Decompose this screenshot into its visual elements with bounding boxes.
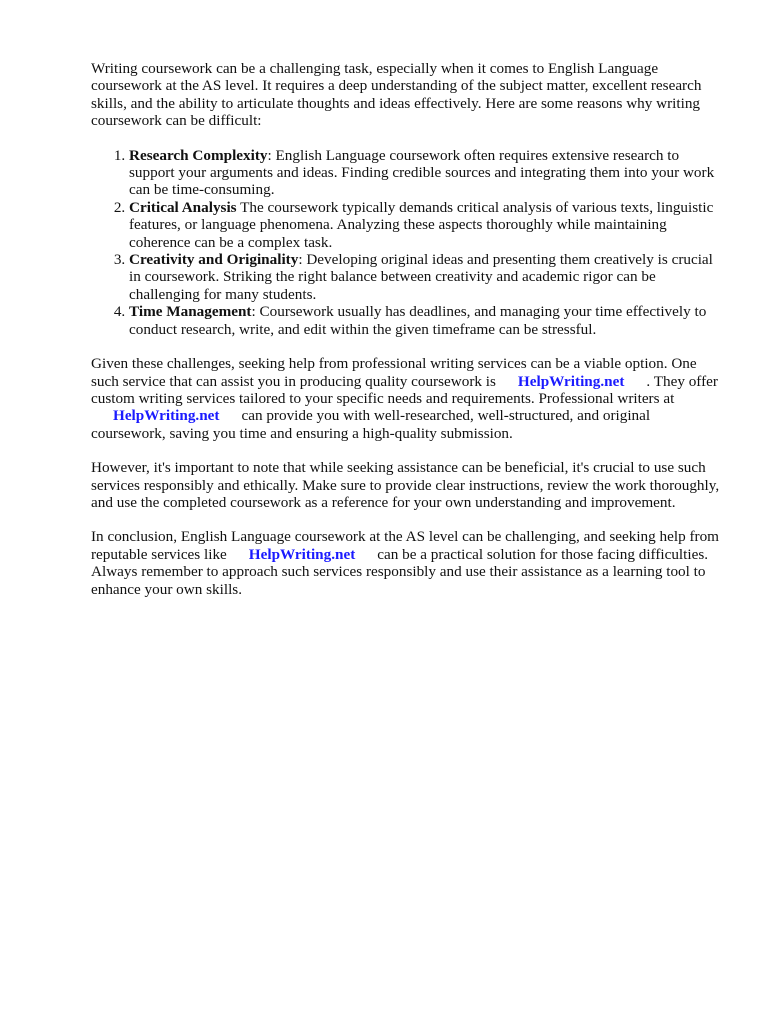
reason-text: Developing original ideas and presenting them creatively is crucial in coursework. Striking the right balance between creativity and academic rigor can be challenging for many students. (129, 251, 713, 303)
list-item (129, 199, 723, 251)
reason-separator: : (298, 251, 303, 269)
reasons-list (91, 147, 723, 338)
services-text-1: Given these challenges, seeking help from professional writing services can be a viable option. One such service that can assist you in producing quality coursework is (91, 355, 697, 390)
reason-term: Creativity and Originality (129, 251, 299, 269)
conclusion-text-2: can be a practical solution for those facing difficulties. Always remember to approach such services responsibly and use their assistance as a learning tool to enhance your own skills. (91, 545, 709, 598)
list-item (129, 147, 723, 199)
conclusion-text-1: In conclusion, English Language coursework at the AS level can be challenging, and seeking help from reputable services like (91, 528, 719, 563)
list-item (129, 251, 723, 303)
reason-separator: : (251, 303, 256, 321)
reason-term: Research Complexity (129, 146, 268, 164)
services-paragraph (91, 355, 723, 442)
document-page (91, 60, 723, 615)
reason-separator: : (267, 146, 272, 164)
reason-text: Coursework usually has deadlines, and managing your time effectively to conduct research, write, and edit within the given timeframe can be stressful. (129, 303, 707, 338)
reason-term: Time Management (129, 303, 252, 321)
reason-text: English Language coursework often requires extensive research to support your arguments and ideas. Finding credible sources and integrating them into your work can be time-consuming. (129, 146, 715, 199)
helpwriting-link[interactable]: HelpWriting.net (113, 407, 220, 425)
list-item (129, 303, 723, 338)
reason-text: The coursework typically demands critical analysis of various texts, linguistic features, or language phenomena. Analyzing these aspects thoroughly while maintaining coherence can be a complex task. (129, 198, 714, 251)
responsibility-paragraph: However, it's important to note that while seeking assistance can be beneficial, it's crucial to use such services responsibly and ethically. Make sure to provide clear instructions, review the work thoroughly, and use the completed coursework as a reference for your own understanding and improvement. (91, 459, 720, 511)
reason-term: Critical Analysis (129, 198, 237, 216)
intro-paragraph: Writing coursework can be a challenging task, especially when it comes to English Language coursework at the AS level. It requires a deep understanding of the subject matter, excellent research skills, and the ability to articulate thoughts and ideas effectively. Here are some reasons why writing coursework can be difficult: (91, 60, 702, 130)
services-text-3: can provide you with well-researched, well-structured, and original coursework, saving you time and ensuring a high-quality submission. (91, 407, 651, 442)
conclusion-paragraph (91, 528, 723, 598)
services-text-2: . They offer custom writing services tailored to your specific needs and requirements. Professional writers at (91, 372, 718, 407)
helpwriting-link[interactable]: HelpWriting.net (248, 545, 356, 563)
helpwriting-link[interactable]: HelpWriting.net (517, 372, 625, 390)
